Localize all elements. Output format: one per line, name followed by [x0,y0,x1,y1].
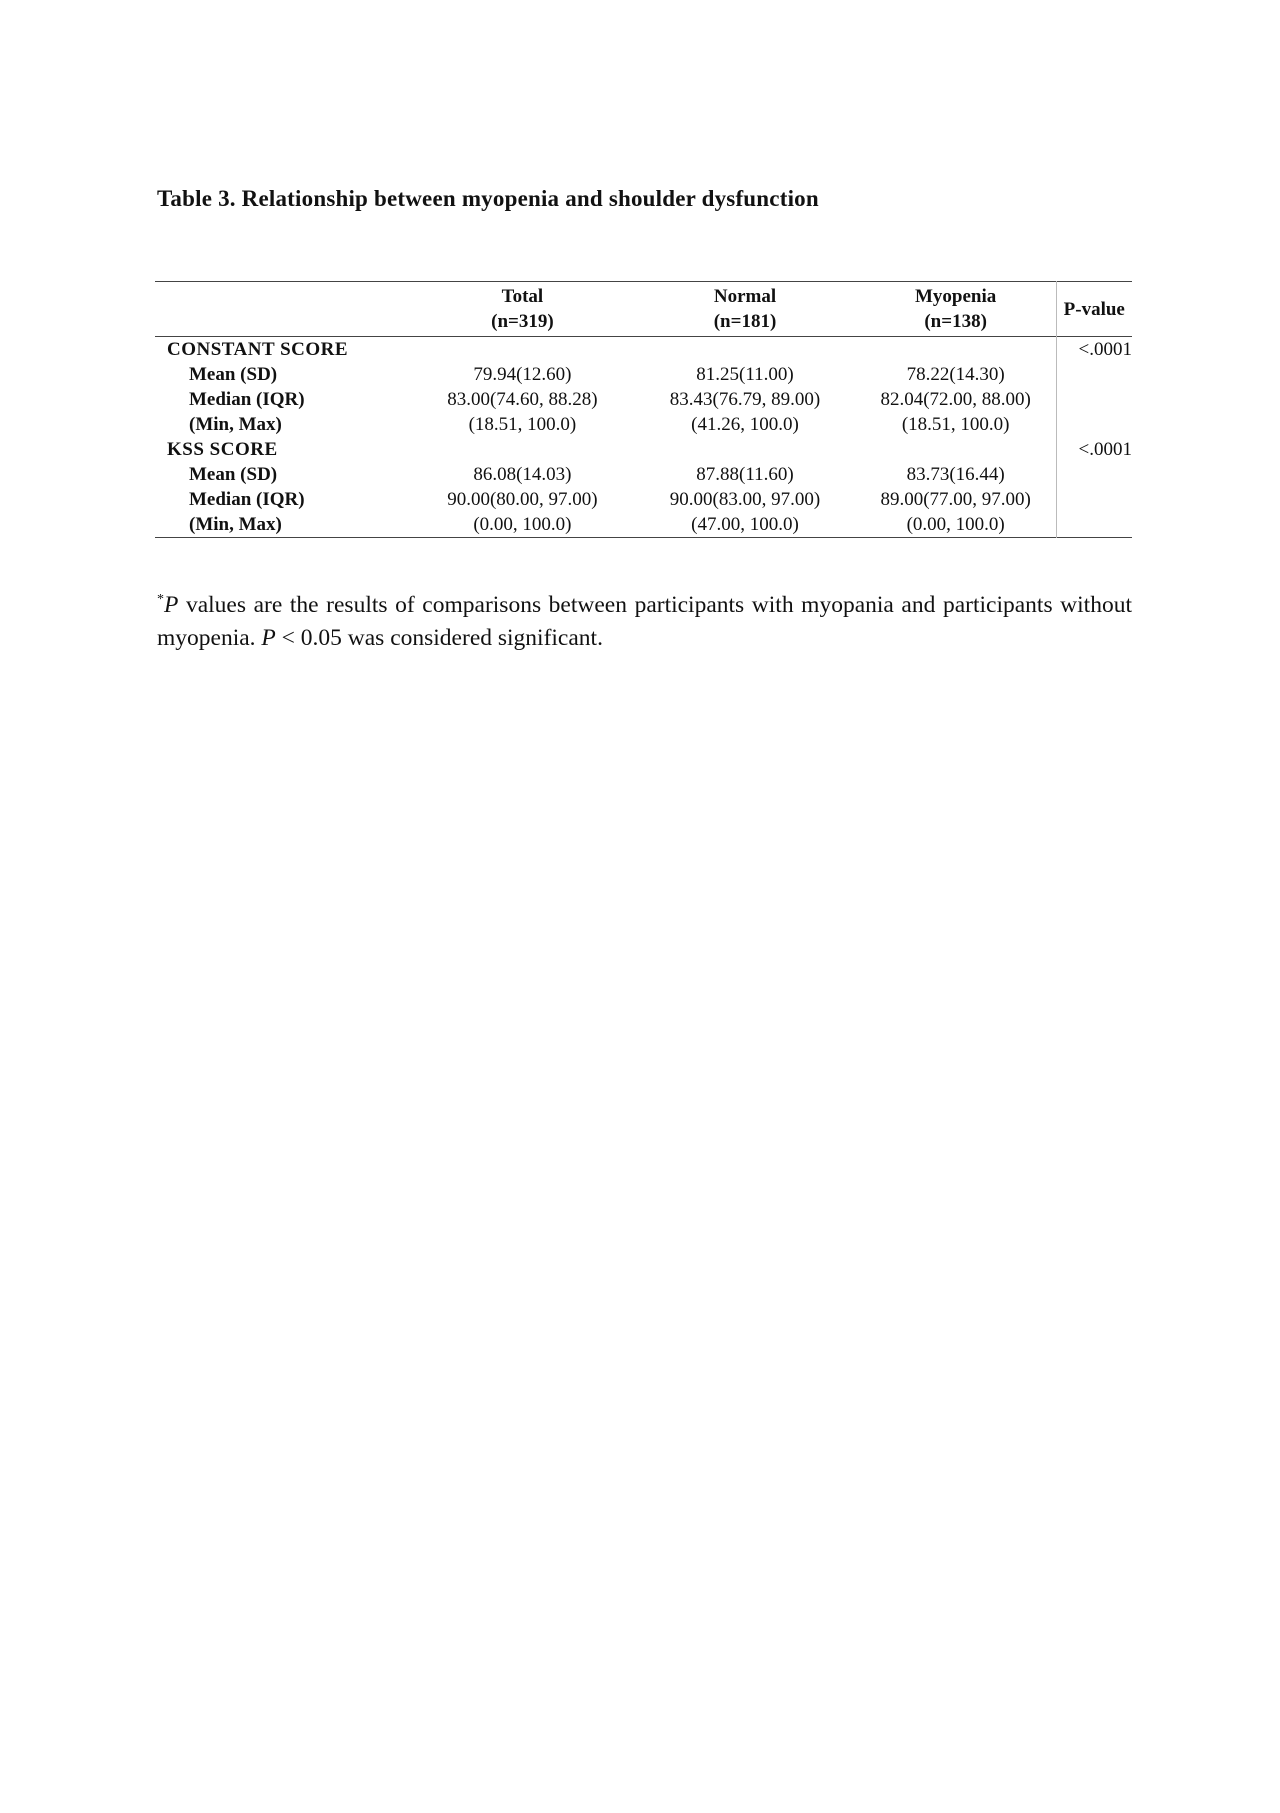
cell-total: (0.00, 100.0) [473,514,572,535]
table-row [155,362,1132,387]
footnote-text: values are the results of comparisons between participants with myopania and participants without myopenia. [157,591,1132,651]
row-label: Median (IQR) [189,489,305,510]
cell-total: (18.51, 100.0) [468,414,577,435]
cell-total: 83.00(74.60, 88.28) [447,389,598,410]
header-total-n: (n=319) [491,311,554,332]
footnote-text-2: < 0.05 was considered significant. [275,624,603,651]
table-row [155,412,1132,437]
pvalue-cell: <.0001 [1078,439,1132,460]
table-header-row [155,282,1132,337]
footnote-p-symbol: P [164,591,179,618]
table-row [155,462,1132,487]
section-row-kss [155,437,1132,462]
header-myopenia-n: (n=138) [924,311,987,332]
header-pvalue [1056,282,1132,337]
cell-normal: (41.26, 100.0) [691,414,799,435]
header-normal-n: (n=181) [713,311,777,332]
header-normal [634,282,856,337]
row-label: Mean (SD) [189,464,278,485]
header-total-label: Total [501,286,544,307]
footnote-p-symbol-2: P [261,624,276,651]
table-row [155,487,1132,512]
cell-normal: 90.00(83.00, 97.00) [669,489,821,510]
table-title: Table 3. Relationship between myopenia and shoulder dysfunction [157,186,819,211]
row-label: Mean (SD) [189,364,278,385]
pvalue-cell: <.0001 [1078,339,1132,360]
row-label: Median (IQR) [189,389,305,410]
header-myopenia [856,282,1056,337]
cell-normal: 81.25(11.00) [696,364,794,385]
header-total [411,282,635,337]
footnote [157,583,1132,655]
cell-normal: 83.43(76.79, 89.00) [669,389,821,410]
cell-myopenia: 78.22(14.30) [856,362,1056,387]
row-label: (Min, Max) [189,514,282,535]
cell-myopenia: 83.73(16.44) [856,462,1056,487]
table-row [155,387,1132,412]
header-empty [155,282,411,337]
section-label: CONSTANT SCORE [167,339,349,360]
cell-myopenia: 89.00(77.00, 97.00) [856,487,1056,512]
cell-total: 86.08(14.03) [473,464,572,485]
header-pvalue-label: P-value [1063,298,1125,320]
section-row-constant [155,337,1132,363]
row-label: (Min, Max) [189,414,282,435]
cell-normal: 87.88(11.60) [696,464,794,485]
cell-myopenia: (18.51, 100.0) [856,412,1056,437]
results-table [155,281,1132,538]
section-label: KSS SCORE [167,439,278,460]
header-myopenia-label: Myopenia [915,286,997,307]
footnote-marker: * [157,592,164,607]
cell-total: 79.94(12.60) [473,364,572,385]
cell-myopenia: (0.00, 100.0) [856,512,1056,538]
cell-total: 90.00(80.00, 97.00) [447,489,598,510]
cell-myopenia: 82.04(72.00, 88.00) [856,387,1056,412]
table-row [155,512,1132,538]
cell-normal: (47.00, 100.0) [691,514,799,535]
header-normal-label: Normal [713,286,777,307]
